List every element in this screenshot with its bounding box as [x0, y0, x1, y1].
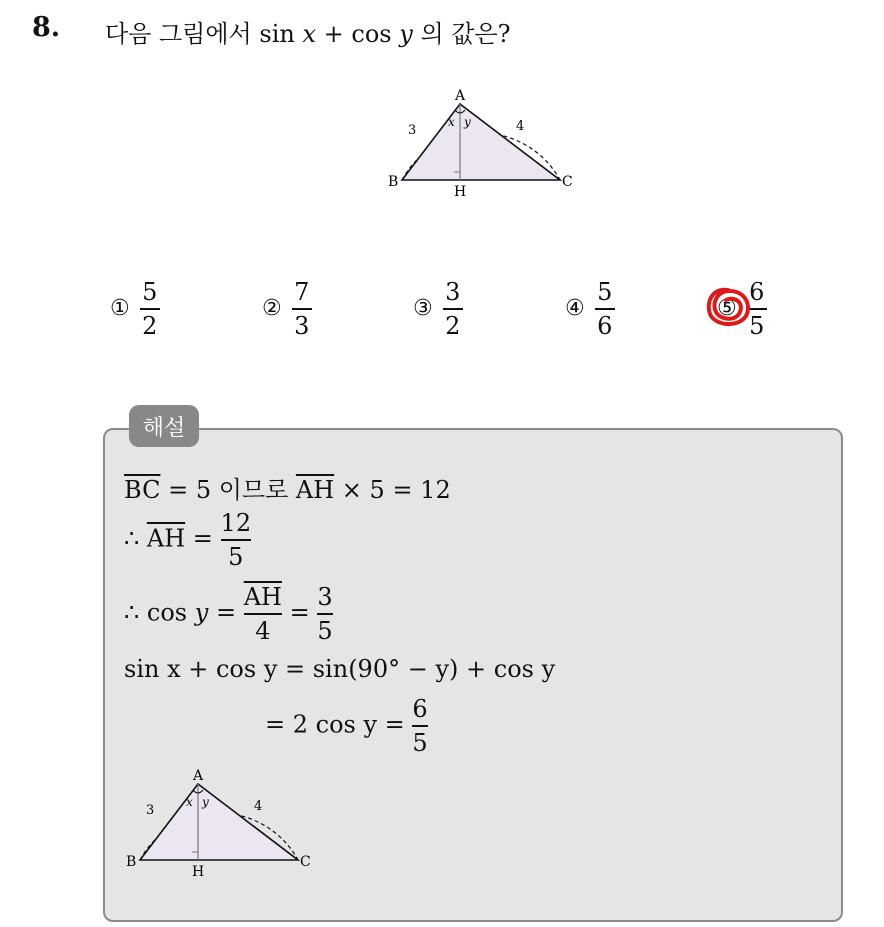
question-text: [105, 14, 511, 49]
expr-sin: sin: [259, 20, 295, 48]
expr-y: y: [399, 20, 413, 48]
choice-1-frac: $\frac{5}{2}$: [140, 278, 160, 340]
choice-3[interactable]: [413, 278, 463, 340]
triangle-abc: [402, 104, 560, 180]
question-end: 의 값은?: [420, 20, 511, 48]
label-a: A: [455, 88, 466, 104]
answer-circle-mark: [702, 282, 754, 330]
angle-x-2: x: [186, 795, 193, 809]
label-h-2: H: [192, 864, 205, 880]
choice-1[interactable]: [110, 278, 160, 340]
question-intro: 다음 그림에서: [105, 20, 252, 48]
side-ab: 3: [408, 123, 417, 138]
label-c-2: C: [300, 854, 311, 870]
side-ac-2: 4: [254, 799, 263, 814]
label-c: C: [562, 174, 573, 190]
label-h: H: [454, 184, 467, 200]
label-b: B: [388, 174, 399, 190]
choice-5-frac: $\frac{6}{5}$: [747, 278, 767, 340]
choice-2-num: ②: [262, 296, 282, 322]
solution-tag: 해설: [129, 405, 199, 447]
solution-line-2: ∴ $\overline{AH}$ = $\frac{12}{5}$: [124, 509, 252, 571]
expr-x: x: [302, 20, 317, 48]
label-a-2: A: [193, 768, 204, 784]
choice-2[interactable]: [262, 278, 312, 340]
solution-triangle-figure: [118, 766, 328, 886]
choice-1-num: ①: [110, 296, 130, 322]
choice-3-frac: $\frac{3}{2}$: [443, 278, 463, 340]
expr-plus: +: [316, 20, 352, 48]
expr-cos: cos: [351, 20, 392, 48]
solution-line-1: $\overline{BC} = 5$ 이므로 $\overline{AH} \times 5 = 12$: [124, 476, 451, 504]
question-number: 8.: [32, 12, 61, 43]
choice-4-num: ④: [565, 296, 585, 322]
solution-line-3: ∴ cos y = $\frac{\overline{AH}}{4}$ = $\frac{3}{5}$: [124, 583, 333, 645]
angle-x: x: [448, 115, 455, 129]
triangle-figure: [380, 86, 590, 206]
choice-3-num: ③: [413, 296, 433, 322]
side-ac: 4: [516, 119, 525, 134]
label-b-2: B: [126, 854, 137, 870]
choice-2-frac: $\frac{7}{3}$: [292, 278, 312, 340]
choice-4-frac: $\frac{5}{6}$: [595, 278, 615, 340]
angle-y-2: y: [202, 795, 209, 809]
angle-y: y: [464, 115, 471, 129]
choice-4[interactable]: [565, 278, 615, 340]
solution-line-4: sin x + cos y = sin(90° − y) + cos y: [124, 655, 556, 683]
solution-line-5: = 2 cos y = $\frac{6}{5}$: [265, 695, 428, 757]
choice-5-num: ⑤: [717, 296, 737, 322]
side-ab-2: 3: [146, 803, 155, 818]
